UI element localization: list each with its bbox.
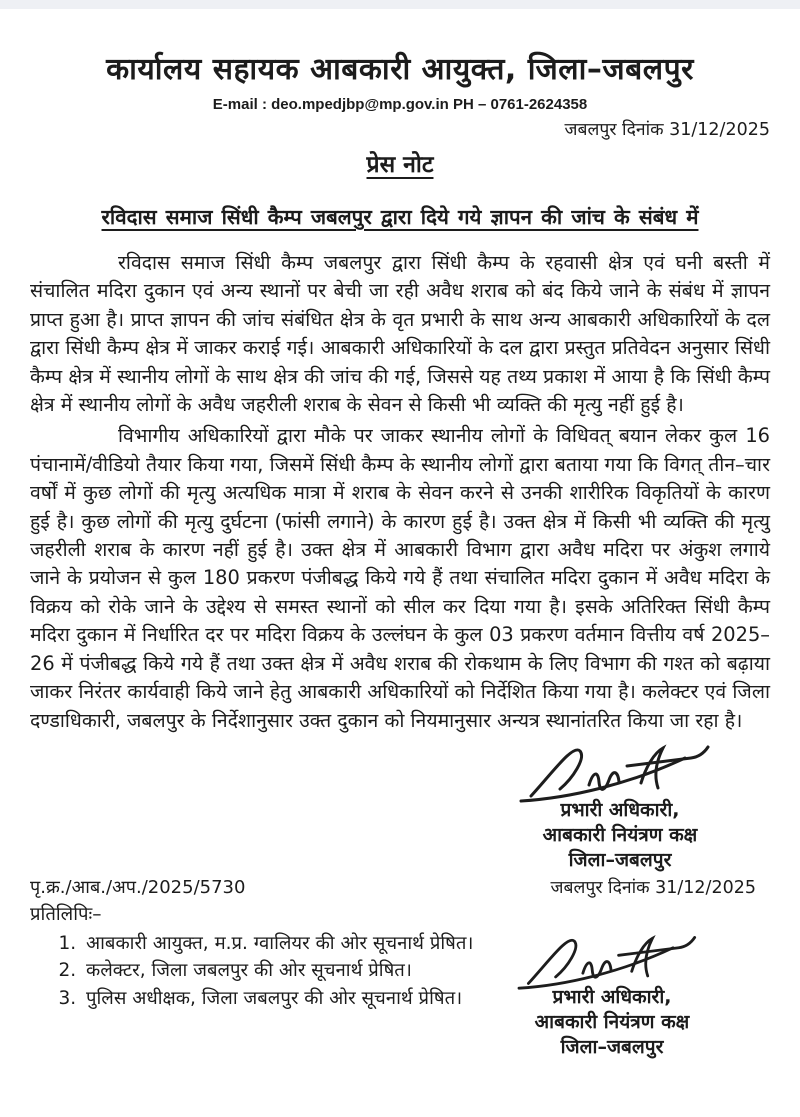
contact-email-phone: E-mail : deo.mpedjbp@mp.gov.in PH – 0761-2624358 bbox=[212, 96, 588, 113]
signature-icon bbox=[512, 929, 712, 991]
issue-date-bottom: जबलपुर दिनांक 31/12/2025 bbox=[550, 877, 756, 898]
subject-heading: रविदास समाज सिंधी कैम्प जबलपुर द्वारा दिये गये ज्ञापन की जांच के संबंध में bbox=[101, 205, 699, 229]
office-title: कार्यालय सहायक आबकारी आयुक्त, जिला–जबलपुर bbox=[106, 52, 694, 87]
copy-item: 1. आबकारी आयुक्त, म.प्र. ग्वालियर की ओर सूचनार्थ प्रेषित। bbox=[82, 930, 770, 958]
paragraph-1: रविदास समाज सिंधी कैम्प जबलपुर द्वारा सिंधी कैम्प के रहवासी क्षेत्र एवं घनी बस्ती में संचालित मदिरा दुकान एवं अन्य स्थानों पर बेची जा रही अवैध शराब को बंद किये जाने के संबंध में ज्ञापन प्राप्त हुआ है। प्राप्त ज्ञापन की जांच संबंधित क्षेत्र के वृत प्रभारी के साथ अन्य आबकारी अधिकारियों के दल द्वारा सिंधी कैम्प क्षेत्र में जाकर कराई गई। आबकारी अधिकारियों के दल द्वारा प्रस्तुत प्रतिवेदन अनुसार सिंधी कैम्प क्षेत्र में स्थानीय लोगों के साथ क्षेत्र की जांच की गई, जिससे यह तथ्य प्रकाश में आया है कि सिंधी कैम्प क्षेत्र में स्थानीय लोगों के अवैध जहरीली शराब के सेवन से किसी भी व्यक्ति की मृत्यु नहीं हुई है। bbox=[30, 251, 770, 417]
signatory-district: जिला–जबलपुर bbox=[560, 1035, 664, 1058]
issue-date-top: जबलपुर दिनांक 31/12/2025 bbox=[564, 120, 770, 140]
signature-block-top bbox=[470, 738, 770, 873]
scan-edge-artifact bbox=[0, 0, 800, 9]
body-text bbox=[30, 249, 770, 735]
signatory-district: जिला–जबलपुर bbox=[568, 848, 672, 871]
signatory-designation: प्रभारी अधिकारी, bbox=[560, 798, 680, 821]
press-note-title: प्रेस नोट bbox=[366, 152, 434, 178]
copy-item: 3. पुलिस अधीक्षक, जिला जबलपुर की ओर सूचनार्थ प्रेषित। bbox=[82, 985, 770, 1013]
signatory-office: आबकारी नियंत्रण कक्ष bbox=[542, 823, 698, 846]
signature-icon bbox=[515, 738, 725, 804]
copies-label: प्रतिलिपिः– bbox=[30, 903, 102, 925]
signatory-designation: प्रभारी अधिकारी, bbox=[552, 985, 672, 1008]
copy-item: 2. कलेक्टर, जिला जबलपुर की ओर सूचनार्थ प्रेषित। bbox=[82, 957, 770, 985]
paragraph-2: विभागीय अधिकारियों द्वारा मौके पर जाकर स्थानीय लोगों के विधिवत् बयान लेकर कुल 16 पंचानामें/वीडियो तैयार किया गया, जिसमें सिंधी कैम्प के स्थानीय लोगों द्वारा बताया गया कि विगत् तीन–चार वर्षों में कुछ लोगों की मृत्यु अत्यधिक मात्रा में शराब के सेवन करने से उनकी शारीरिक विकृतियों के कारण हुई है। कुछ लोगों की मृत्यु दुर्घटना (फांसी लगाने) के कारण हुई है। उक्त क्षेत्र में किसी भी व्यक्ति की मृत्यु जहरीली शराब के कारण नहीं हुई है। उक्त क्षेत्र में आबकारी विभाग द्वारा अवैध मदिरा पर अंकुश लगाये जाने के प्रयोजन से कुल 180 प्रकरण पंजीबद्ध किये गये हैं तथा संचालित मदिरा दुकान में अवैध मदिरा के विक्रय को रोके जाने के उद्देश्य से समस्त स्थानों को सील कर दिया गया है। इसके अतिरिक्त सिंधी कैम्प मदिरा दुकान में निर्धारित दर पर मदिरा विक्रय के उल्लंघन के कुल 03 प्रकरण वर्तमान वित्तीय वर्ष 2025–26 में पंजीबद्ध किये गये हैं तथा उक्त क्षेत्र में अवैध शराब की रोकथाम के लिए विभाग की गश्त को बढ़ाया जाकर निरंतर कार्यवाही किये जाने हेतु आबकारी अधिकारियों को निर्देशित किया गया है। कलेक्टर एवं जिला दण्डाधिकारी, जबलपुर के निर्देशानुसार उक्त दुकान को नियमानुसार अन्यत्र स्थानांतरित किया जा रहा है। bbox=[30, 424, 770, 732]
reference-number: पृ.क्र./आब./अप./2025/5730 bbox=[30, 876, 246, 898]
signatory-office: आबकारी नियंत्रण कक्ष bbox=[534, 1010, 690, 1033]
copies-section bbox=[30, 901, 770, 1058]
reference-row bbox=[30, 875, 770, 899]
signature-block-bottom bbox=[462, 929, 762, 1060]
